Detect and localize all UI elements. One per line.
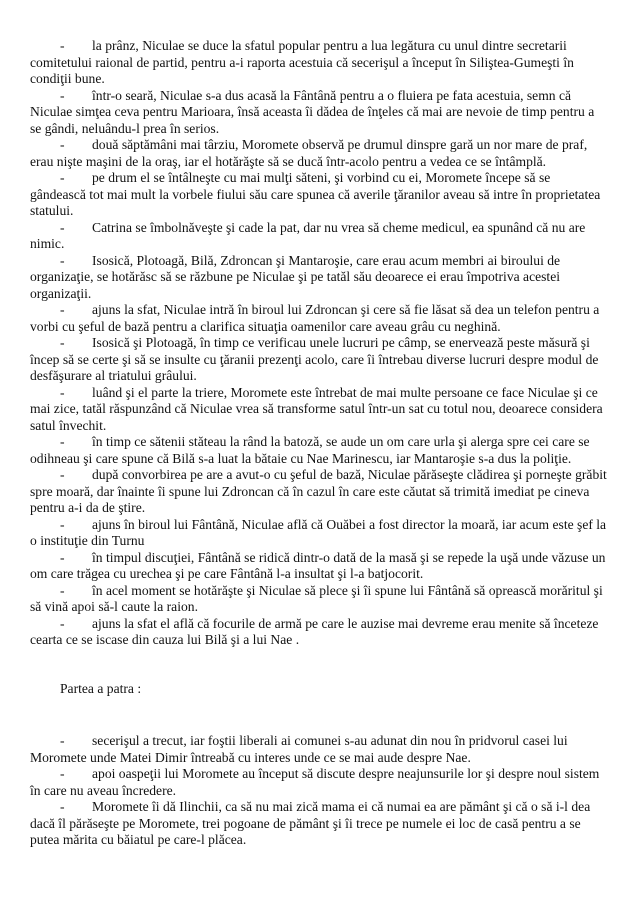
list-dash: - — [60, 733, 65, 748]
list-dash: - — [60, 549, 65, 565]
list-dash: - — [60, 170, 65, 185]
list-item — [30, 583, 608, 616]
list-dash: - — [60, 384, 65, 400]
list-item — [30, 38, 608, 88]
list-dash: - — [60, 434, 65, 449]
list-item-text: în timpul discuţiei, Fântână se ridică dintr-o dată de la masă şi se repede la uşă unde văzuse un om care trăgea cu urechea şi pe care Fântână l-a insultat şi l-a batjocorit. — [30, 549, 606, 581]
list-item — [30, 170, 608, 220]
section-heading: Partea a patra : — [60, 680, 142, 696]
list-item-text: secerişul a trecut, iar foştii liberali ai comunei s-au adunat din nou în pridvorul casei lui Moromete unde Matei Dimir întreabă cu interes unde ce se mai aude despre Nae. — [30, 733, 568, 765]
list-item-text: în timp ce sătenii stăteau la rând la batoză, se aude un om care urla şi alerga spre cei care se odihneau şi care spune că Bilă s-a luat la bătaie cu Nae Marinescu, iar Mantaroşie s-a dus la poliţie. — [30, 434, 590, 466]
list-item — [30, 799, 608, 849]
list-item — [30, 88, 608, 138]
list-item-text: apoi oaspeţii lui Moromete au început să discute despre neajunsurile lor şi despre noul sistem în care nu aveau încredere. — [30, 766, 600, 798]
list-item — [30, 253, 608, 303]
list-item-text: ajuns la sfat, Niculae intră în biroul lui Zdroncan şi cere să fie lăsat să dea un telefon pentru a vorbi cu şeful de bază pentru a clarifica situaţia oamenilor care aveau grâu cu neghină. — [30, 302, 600, 334]
list-item-text: Moromete îi dă Ilinchii, ca să nu mai zică mama ei că numai ea are pământ şi că o să i-l dea dacă îl părăseşte pe Moromete, trei pogoane de pământ şi îi trece pe numele ei loc de casă pentru a se putea mărita cu băiatul pe care-l plăcea. — [30, 799, 591, 847]
list-item — [30, 517, 608, 550]
part-four-list — [30, 733, 608, 849]
list-dash: - — [60, 516, 65, 532]
spacer — [30, 649, 608, 681]
list-item — [30, 137, 608, 170]
list-item-text: Isosică şi Plotoagă, în timp ce verificau unele lucruri pe câmp, se enervează peste măsură şi încep să se certe şi să se insulte cu ţăranii prezenţi acolo, care îi întrebau diverse lucruri despre modul de desfăşurare al triatului grâului. — [30, 335, 599, 383]
list-item-text: ajuns la sfat el află că focurile de armă pe care le auzise mai devreme erau menite să înceteze cearta ce se iscase din cauza lui Bilă şi a lui Nae . — [30, 615, 599, 647]
list-dash: - — [60, 467, 65, 482]
list-dash: - — [60, 38, 65, 53]
list-dash: - — [60, 302, 65, 317]
list-item — [30, 220, 608, 253]
list-item-text: la prânz, Niculae se duce la sfatul popular pentru a lua legătura cu unul dintre secretarii comitetului raional de partid, pentru a-i raporta acestuia că secerişul a început în Siliştea-Gumeşti în condiţii bune. — [30, 38, 574, 86]
list-dash: - — [60, 87, 65, 103]
list-item-text: Isosică, Plotoagă, Bilă, Zdroncan şi Mantaroşie, care erau acum membri ai biroului de organizaţie, se hotărăsc să se răzbune pe Niculae şi pe tatăl său deoarece ei erau împotriva acestei organizaţii. — [30, 252, 561, 301]
list-dash: - — [60, 582, 65, 598]
list-item-text: luând şi el parte la triere, Moromete este întrebat de mai multe persoane ce face Niculae şi ce mai zice, tatăl răspunzând că Niculae vrea să transforme satul într-un sat cu totul nou, deoarece considera satul învechit. — [30, 384, 603, 433]
list-item — [30, 467, 608, 517]
list-item — [30, 335, 608, 385]
list-dash: - — [60, 219, 65, 235]
list-item — [30, 733, 608, 766]
list-dash: - — [60, 615, 65, 631]
list-dash: - — [60, 799, 65, 814]
list-item-text: într-o seară, Niculae s-a dus acasă la Fântână pentru a o fluiera pe fata acestuia, semn că Niculae simţea ceva pentru Marioara, însă aceasta îi dădea de înţeles că mai are nevoie de timp pentru a se gândi, neluându-l prea în serios. — [30, 87, 595, 136]
list-item-text: Catrina se îmbolnăveşte şi cade la pat, dar nu vrea să cheme medicul, ea spunând că nu are nimic. — [30, 219, 586, 251]
part-three-list — [30, 38, 608, 649]
list-item — [30, 434, 608, 467]
list-item — [30, 302, 608, 335]
list-item — [30, 385, 608, 435]
list-dash: - — [60, 252, 65, 268]
spacer — [30, 697, 608, 733]
list-item-text: pe drum el se întâlneşte cu mai mulţi săteni, şi vorbind cu ei, Moromete începe să se gândească tot mai mult la vorbele fiului său care spunea că averile ţăranilor aveau să intre în proprietatea statului. — [30, 170, 601, 218]
list-item-text: ajuns în biroul lui Fântână, Niculae află că Ouăbei a fost director la moară, iar acum este şef la o instituţie din Turnu — [30, 516, 607, 548]
list-dash: - — [60, 137, 65, 152]
list-item — [30, 616, 608, 649]
list-dash: - — [60, 335, 65, 350]
list-item — [30, 766, 608, 799]
list-item — [30, 550, 608, 583]
list-item-text: două săptămâni mai târziu, Moromete observă pe drumul dinspre gară un nor mare de praf, erau nişte maşini de la oraş, iar el hotărăşte să se ducă într-acolo pentru a vedea ce se întâmplă. — [30, 137, 588, 169]
list-item-text: după convorbirea pe are a avut-o cu şeful de bază, Niculae părăseşte clădirea şi porneşte grăbit spre moară, dar înainte îi spune lui Zdroncan că în cazul în care este căutat să trimită imediat pe cineva pentru a-i da de ştire. — [30, 467, 607, 515]
list-item-text: în acel moment se hotărăşte şi Niculae să plece şi îi spune lui Fântână să oprească morăritul şi să vină apoi să-l caute la raion. — [30, 582, 603, 614]
list-dash: - — [60, 766, 65, 781]
